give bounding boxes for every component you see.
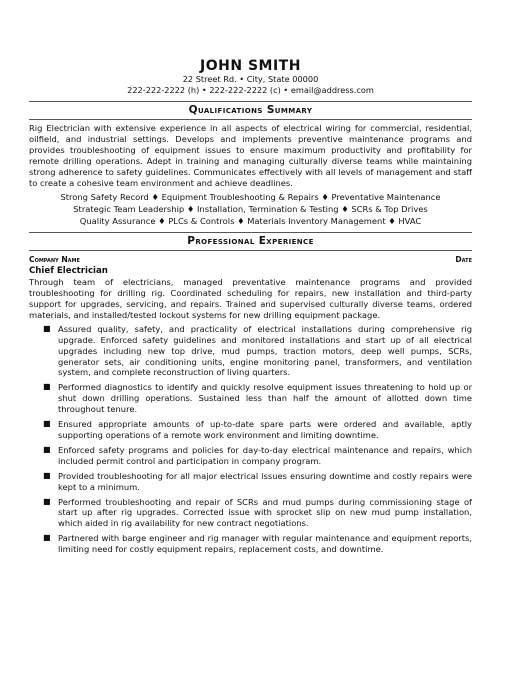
bullet-icon: ■: [43, 470, 51, 480]
list-item: [43, 323, 472, 379]
list-item: [43, 419, 472, 441]
skills-line: Strategic Team Leadership ♦ Installation, Termination & Testing ♦ SCRs & Top Drives: [73, 204, 428, 215]
list-item: [43, 533, 472, 555]
list-item-text: Assured quality, safety, and practicality of electrical installations during comprehensive rig upgrade. Enforced safety guidelines and monitored installations and start up of all electrical upgrades including new top drive, mud pumps, traction motors, deep well pumps, SCRs, generator sets, air conditioning units, engine monitoring panel, transformers, and ventilation system, and complete reconstruction of living quarters.: [58, 323, 472, 378]
skills-block: [29, 192, 472, 227]
summary-paragraph: Rig Electrician with extensive experience in all aspects of electrical wiring for commercial, residential, oilfield, and industrial settings. Develops and implements preventive maintenance programs and provides troubleshooting of equipment issues to ensure maximum productivity and profitability for remote drilling operations. Adept in training and managing culturally diverse teams while maintaining strong adherence to safety guidelines. Communicates effectively with all levels of management and staff to create a cohesive team environment and achieve deadlines.: [29, 123, 472, 188]
divider: [29, 119, 472, 120]
list-item: [43, 496, 472, 530]
bullet-icon: ■: [43, 382, 51, 392]
contact-line: 222-222-2222 (h) • 222-222-2222 (c) • email@address.com: [127, 85, 374, 95]
list-item: [43, 444, 472, 467]
list-item-text: Ensured appropriate amounts of up-to-date spare parts were ordered and available, aptly supporting operations of a remote work environment and limiting downtime.: [58, 419, 472, 440]
company-name: Company Name: [29, 255, 80, 265]
bullet-icon: ■: [43, 323, 51, 333]
achievement-list: [29, 324, 472, 555]
bullet-icon: ■: [43, 496, 51, 506]
candidate-name: JOHN SMITH: [200, 58, 301, 74]
job-title: Chief Electrician: [29, 266, 108, 277]
section-title-summary: Qualifications Summary: [188, 104, 313, 116]
resume-page: [29, 58, 472, 559]
list-item-text: Performed diagnostics to identify and quickly resolve equipment issues threatening to hold up or shut down drilling operations. Sustained less than half the amount of allotted down time throughout tenure.: [58, 382, 472, 415]
skills-line: Strong Safety Record ♦ Equipment Troubleshooting & Repairs ♦ Preventative Maintenance: [60, 192, 441, 203]
list-item-text: Enforced safety programs and policies for day-to-day electrical maintenance and repairs, which included permit control and participation in company program.: [58, 444, 472, 466]
job-header: [29, 255, 472, 265]
list-item: [43, 470, 472, 493]
list-item: [43, 382, 472, 415]
list-item-text: Partnered with barge engineer and rig manager with regular maintenance and equipment reports, limiting need for costly equipment repairs, replacement costs, and downtime.: [58, 533, 472, 555]
section-title-experience: Professional Experience: [187, 235, 314, 248]
bullet-icon: ■: [43, 419, 51, 429]
skills-line: Quality Assurance ♦ PLCs & Controls ♦ Materials Inventory Management ♦ HVAC: [79, 215, 422, 226]
job-date: Date: [455, 255, 472, 265]
list-item-text: Performed troubleshooting and repair of SCRs and mud pumps during commissioning stage of start up after rig upgrades. Corrected issue with sprocket slip on new mud pump installation, which aided in rig availability for new contract negotiations.: [58, 496, 472, 529]
divider: [29, 250, 472, 251]
list-item-text: Provided troubleshooting for all major electrical issues ensuring downtime and costly repairs were kept to a minimum.: [58, 470, 472, 492]
bullet-icon: ■: [43, 533, 51, 543]
address-line: 22 Street Rd. • City, State 00000: [182, 74, 319, 84]
job-description: Through team of electricians, managed preventative maintenance programs and provided troubleshooting for drilling rig. Coordinated scheduling for repairs, new installation and third-party support for upgrades, servicing, and repairs. Trained and supervised culturally diverse teams, ordered materials, and installed/tested lockout systems for new drilling equipment package.: [29, 277, 472, 320]
bullet-icon: ■: [43, 444, 51, 454]
